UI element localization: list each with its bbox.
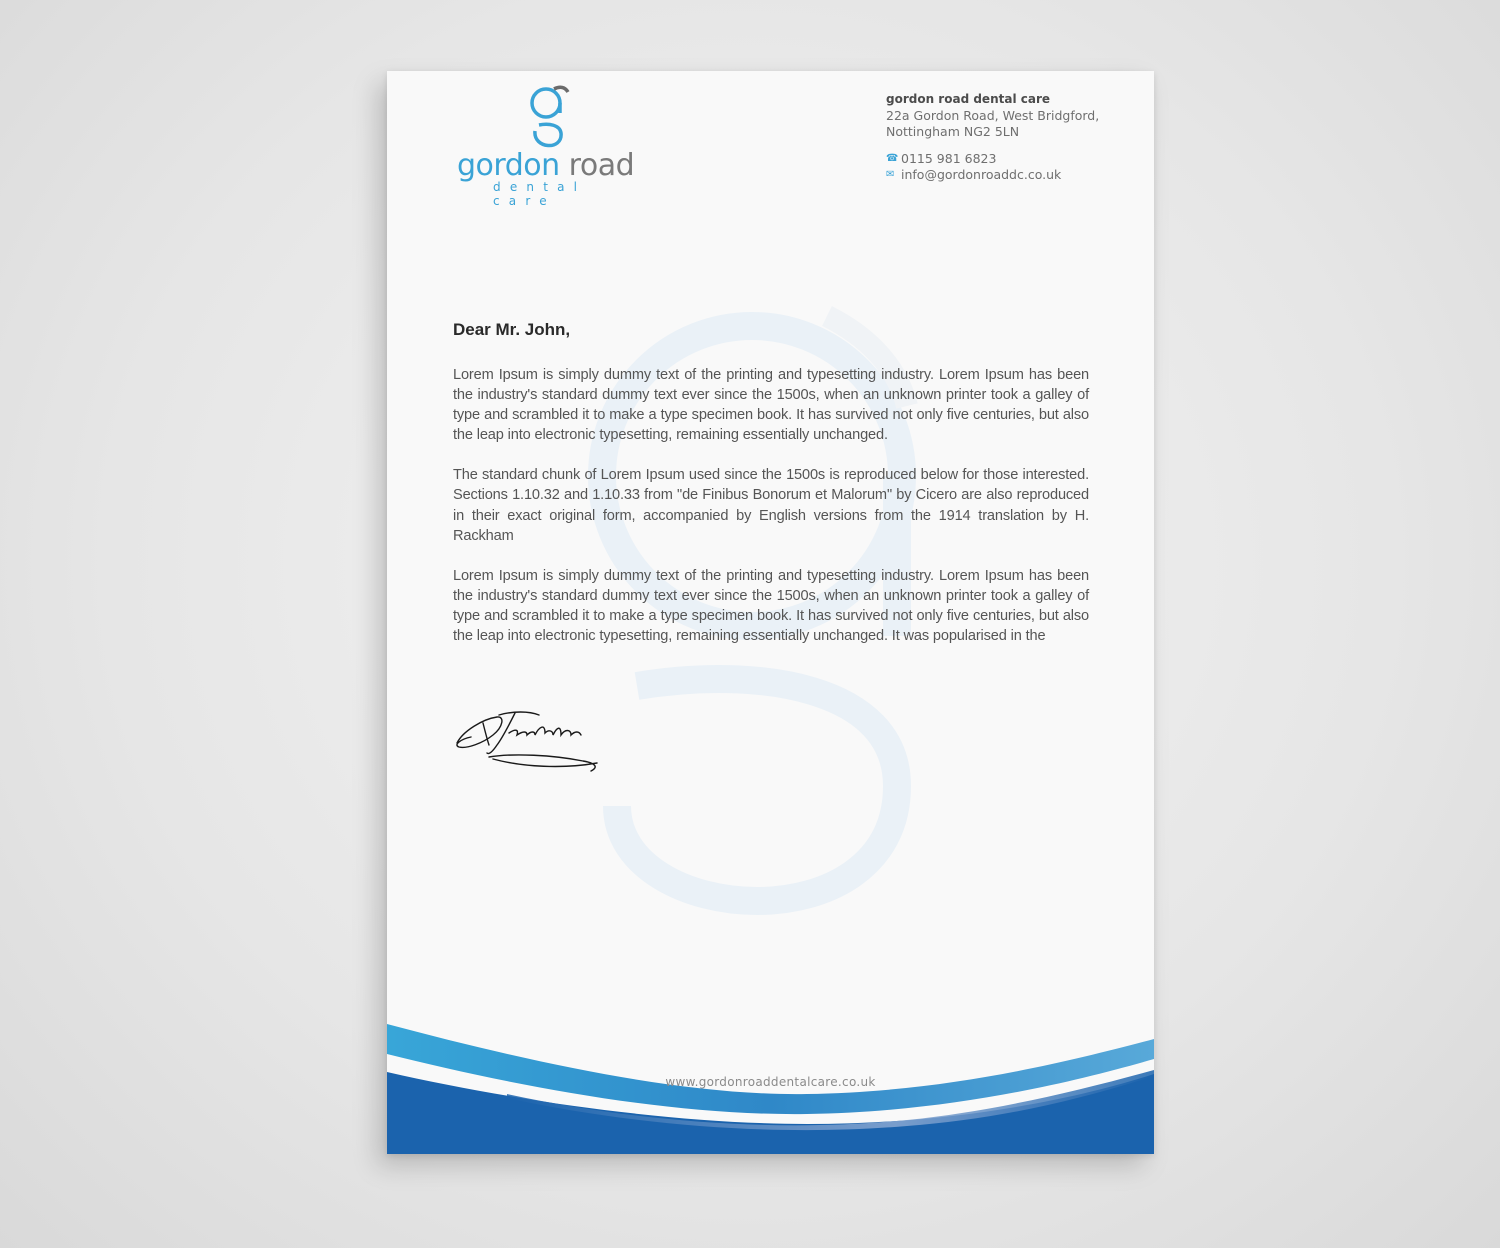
- contact-block: [886, 91, 1136, 184]
- address-line-1: 22a Gordon Road, West Bridgford,: [886, 107, 1100, 123]
- phone-number: 0115 981 6823: [901, 150, 997, 166]
- logo-g-icon: [527, 83, 571, 153]
- logo-wordmark: [457, 150, 647, 182]
- envelope-icon: ✉: [886, 169, 895, 180]
- phone-line: [886, 151, 1136, 168]
- salutation: Dear Mr. John,: [453, 320, 571, 339]
- phone-icon: ☎: [886, 152, 899, 164]
- address-line-2: Nottingham NG2 5LN: [886, 124, 1020, 139]
- email-line: [886, 167, 1136, 184]
- paragraph: The standard chunk of Lorem Ipsum used since the 1500s is reproduced below for those interested. Sections 1.10.32 and 1.10.33 from "de Finibus Bonorum et Malorum" by Cicero are also reproduced in their exact original form, accompanied by English versions from the 1914 translation by H. Rackham: [453, 467, 1089, 544]
- organization-name: gordon road dental care: [886, 92, 1050, 106]
- letter-body: [453, 319, 1089, 666]
- logo-tagline: dental care: [493, 180, 587, 208]
- website-link[interactable]: www.gordonroaddentalcare.co.uk: [665, 1075, 876, 1089]
- email-address: info@gordonroaddc.co.uk: [901, 167, 1062, 182]
- paragraph: Lorem Ipsum is simply dummy text of the printing and typesetting industry. Lorem Ipsum has been the industry's standard dummy text ever since the 1500s, when an unknown printer took a galley of type and scrambled it to make a type specimen book. It has survived not only five centuries, but also the leap into electronic typesetting, remaining essentially unchanged. It was popularised in the: [453, 567, 1089, 645]
- footer-wave: [387, 1024, 1154, 1154]
- letterhead-sheet: [387, 71, 1154, 1154]
- logo-wordmark-road: road: [559, 148, 635, 183]
- logo-wordmark-gordon: gordon: [457, 148, 560, 183]
- paragraph: Lorem Ipsum is simply dummy text of the printing and typesetting industry. Lorem Ipsum has been the industry's standard dummy text ever since the 1500s, when an unknown printer took a galley of type and scrambled it to make a type specimen book. It has survived not only five centuries, but also the leap into electronic typesetting, remaining essentially unchanged.: [453, 367, 1089, 444]
- brand-logo: [457, 83, 647, 208]
- handwritten-signature: [453, 701, 603, 781]
